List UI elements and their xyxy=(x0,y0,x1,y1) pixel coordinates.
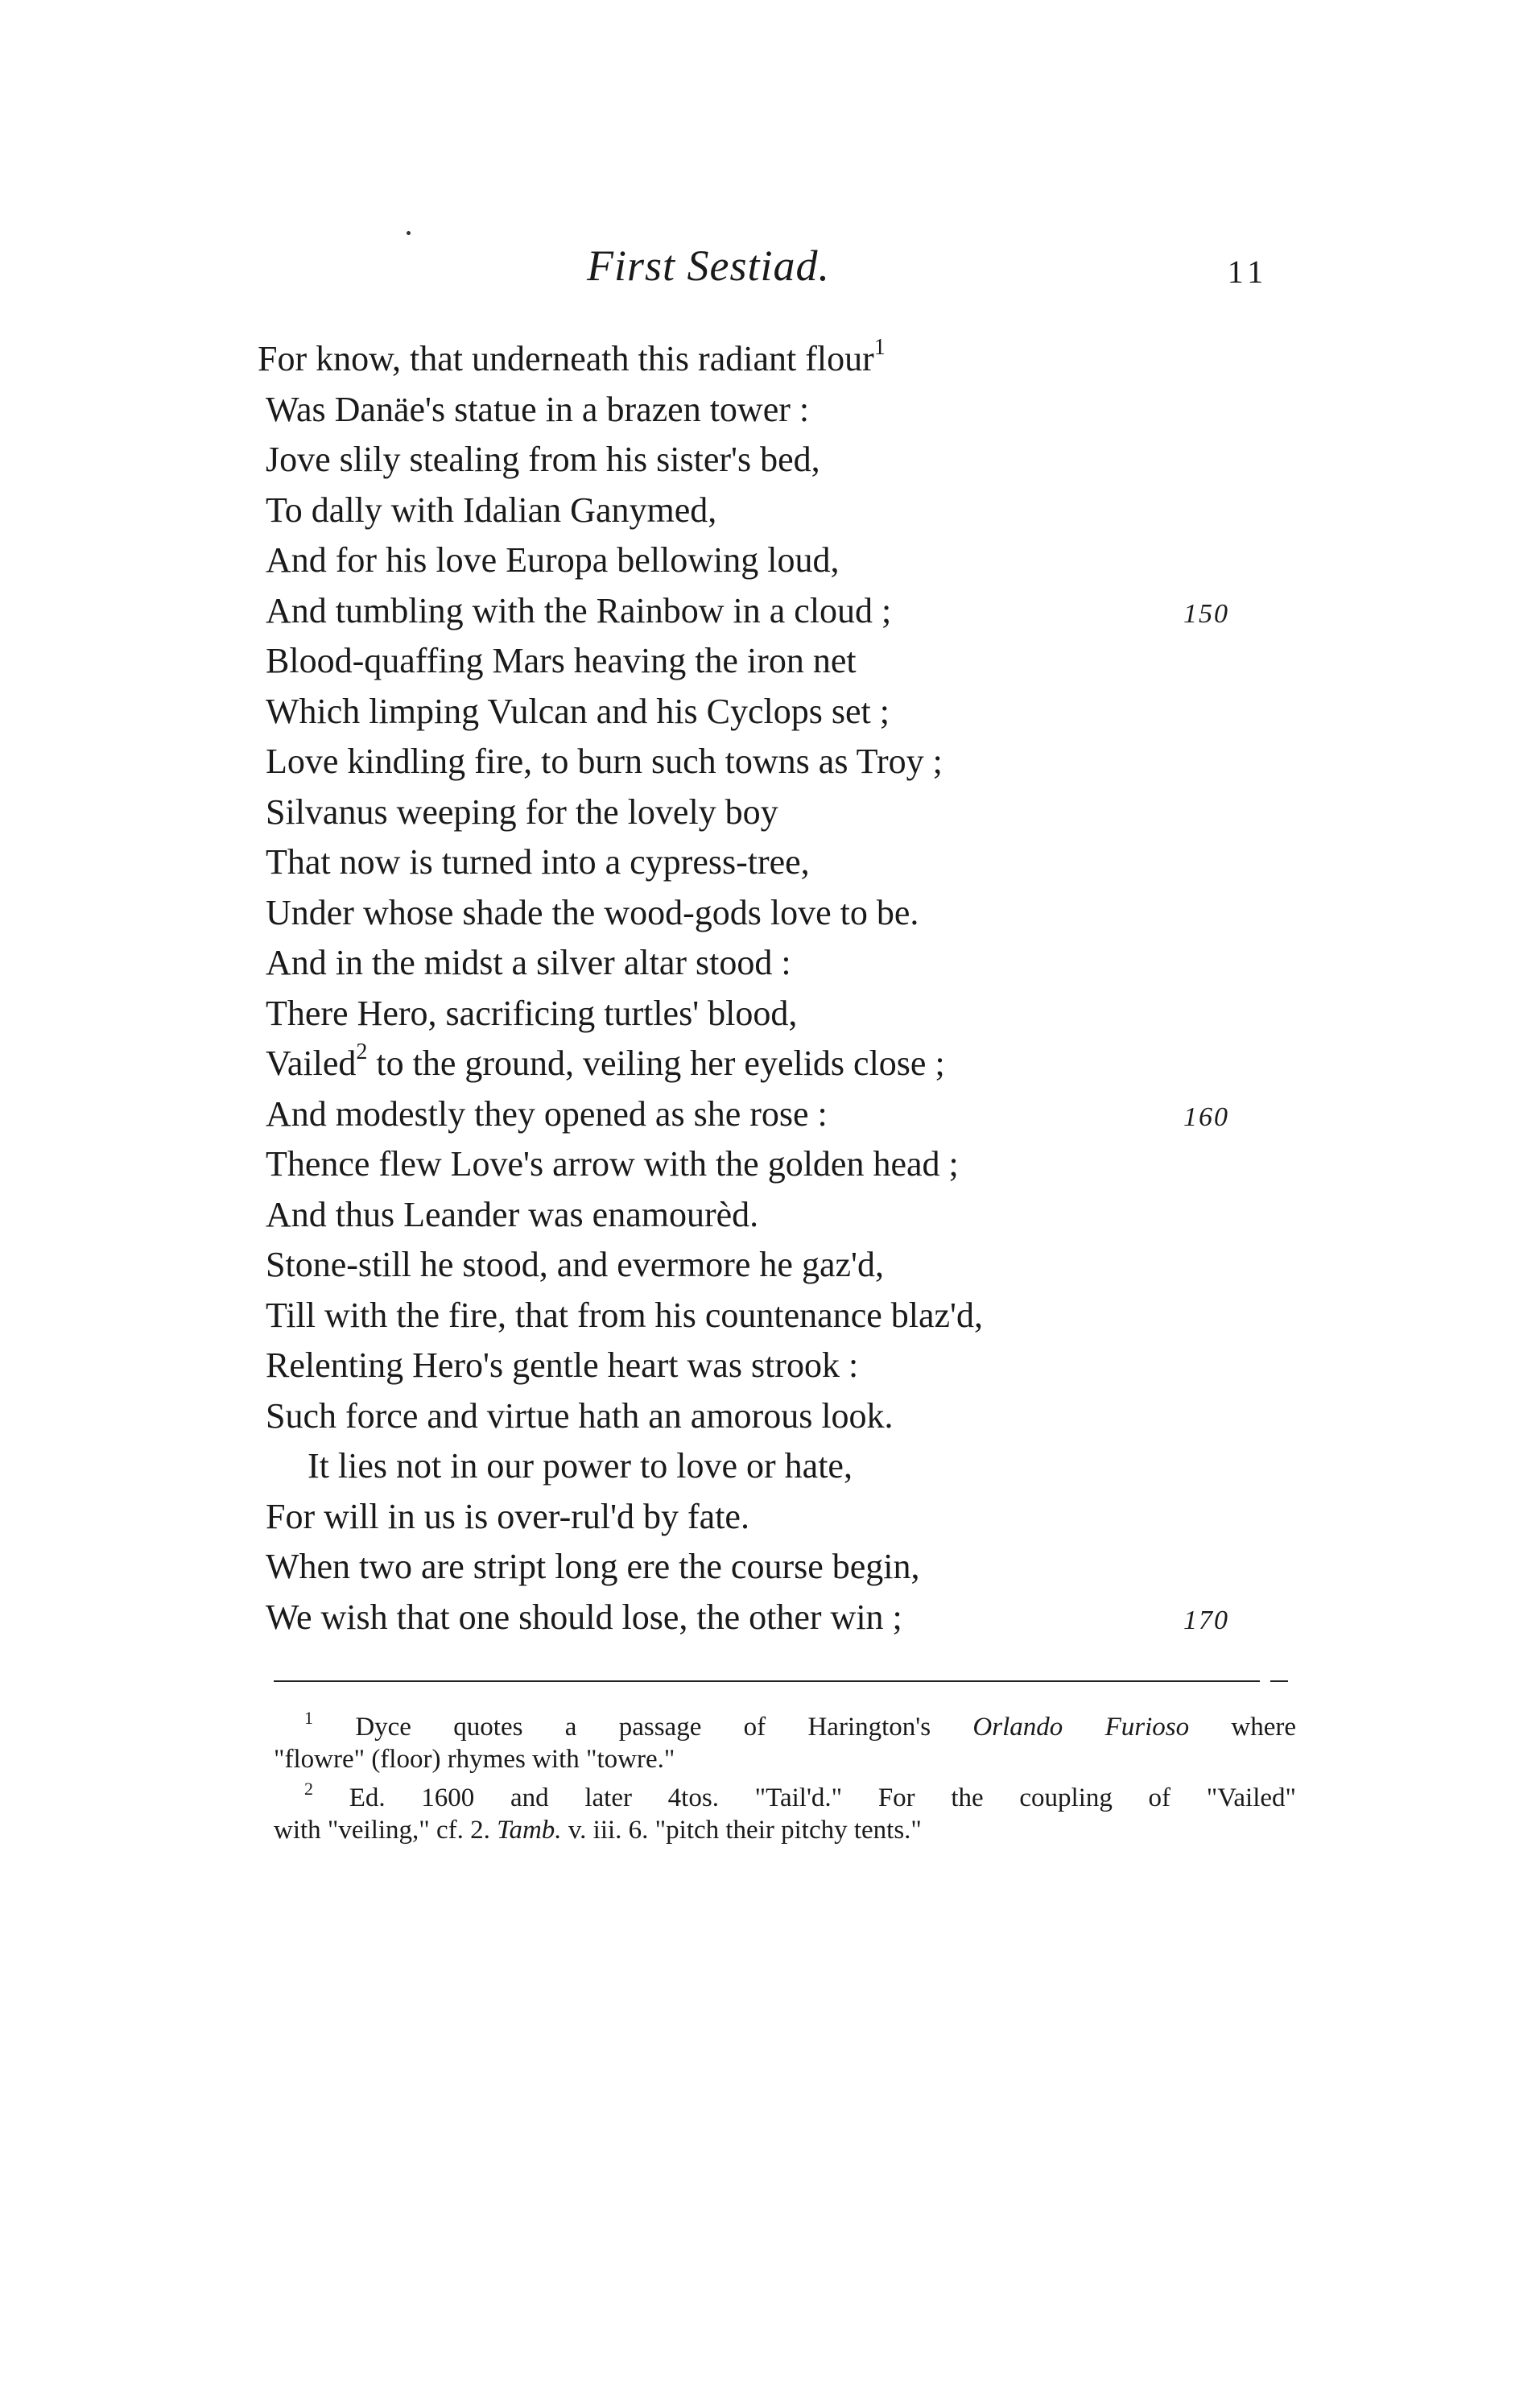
verse-line: Such force and virtue hath an amorous look. xyxy=(266,1395,894,1436)
verse-line: And in the midst a silver altar stood : xyxy=(266,943,791,982)
verse-line: Jove slily stealing from his sister's bed, xyxy=(266,440,820,479)
footnote-rule xyxy=(274,1680,1260,1682)
work-title: Orlando Furioso xyxy=(972,1713,1190,1742)
footnote-1: $^1$ Dyce quotes a passage of Harington's Orlando Furioso where "flowre" (floor) rhymes with "towre." xyxy=(274,1708,1297,1774)
footnotes xyxy=(274,1708,1297,1846)
verse-line: Silvanus weeping for the lovely boy xyxy=(266,791,778,832)
verse-line: That now is turned into a cypress-tree, xyxy=(266,842,810,882)
page-number: 11 xyxy=(1227,254,1269,290)
verse-line: There Hero, sacrificing turtles' blood, xyxy=(266,993,798,1033)
verse-line: Relenting Hero's gentle heart was strook : xyxy=(266,1345,859,1385)
footnote-mark: 2 xyxy=(304,1779,313,1799)
verse-line: Under whose shade the wood-gods love to be. xyxy=(266,892,919,932)
verse-line: Stone-still he stood, and evermore he gaz'd, xyxy=(266,1245,884,1284)
verse-line: Thence flew Love's arrow with the golden head ; xyxy=(266,1144,959,1184)
footnote-ref: 1 xyxy=(873,335,886,361)
verse-line: And thus Leander was enamourèd. xyxy=(266,1194,759,1234)
running-head xyxy=(0,233,1540,298)
footnote-rule-tail xyxy=(1270,1680,1288,1682)
work-title: Tamb. xyxy=(497,1816,562,1845)
line-number: 170 xyxy=(1183,1605,1229,1635)
verse-line: And modestly they opened as she rose : 160 xyxy=(258,1089,1304,1140)
footnote-2: $^2$ Ed. 1600 and later 4tos. "Tail'd." For the coupling of "Vailed" with "veiling," cf. 2. Tamb. v. iii. 6. "pitch their pitchy tents." xyxy=(274,1779,1296,1845)
verse-line: Love kindling fire, to burn such towns as Troy ; xyxy=(266,742,943,781)
running-title: First Sestiad. xyxy=(586,242,830,290)
verse-line: Vailed$^2$ to the ground, veiling her eyelids close ; xyxy=(266,1039,945,1083)
verse-line: Which limping Vulcan and his Cyclops set ; xyxy=(266,691,890,731)
verse-line: For will in us is over-rul'd by fate. xyxy=(266,1496,749,1536)
verse-line: Till with the fire, that from his countenance blaz'd, xyxy=(266,1295,983,1335)
verse-line: And for his love Europa bellowing loud, xyxy=(266,540,840,580)
verse-line: And tumbling with the Rainbow in a cloud ; 150 xyxy=(258,586,1304,637)
verse-line: For know, that underneath this radiant flour$^1$ xyxy=(258,335,886,378)
verse-line: Blood-quaffing Mars heaving the iron net xyxy=(266,641,857,680)
verse-line: We wish that one should lose, the other win ; 170 xyxy=(258,1593,1304,1643)
line-number: 160 xyxy=(1183,1101,1229,1132)
verse-line: Was Danäe's statue in a brazen tower : xyxy=(266,389,810,429)
footnote-mark: 1 xyxy=(304,1708,313,1728)
line-number: 150 xyxy=(1183,598,1229,629)
verse-line: It lies not in our power to love or hate, xyxy=(308,1446,853,1486)
footnote-ref: 2 xyxy=(356,1039,368,1065)
verse-block xyxy=(258,334,1304,1643)
verse-line: To dally with Idalian Ganymed, xyxy=(266,490,717,530)
verse-line: When two are stript long ere the course begin, xyxy=(266,1547,920,1586)
